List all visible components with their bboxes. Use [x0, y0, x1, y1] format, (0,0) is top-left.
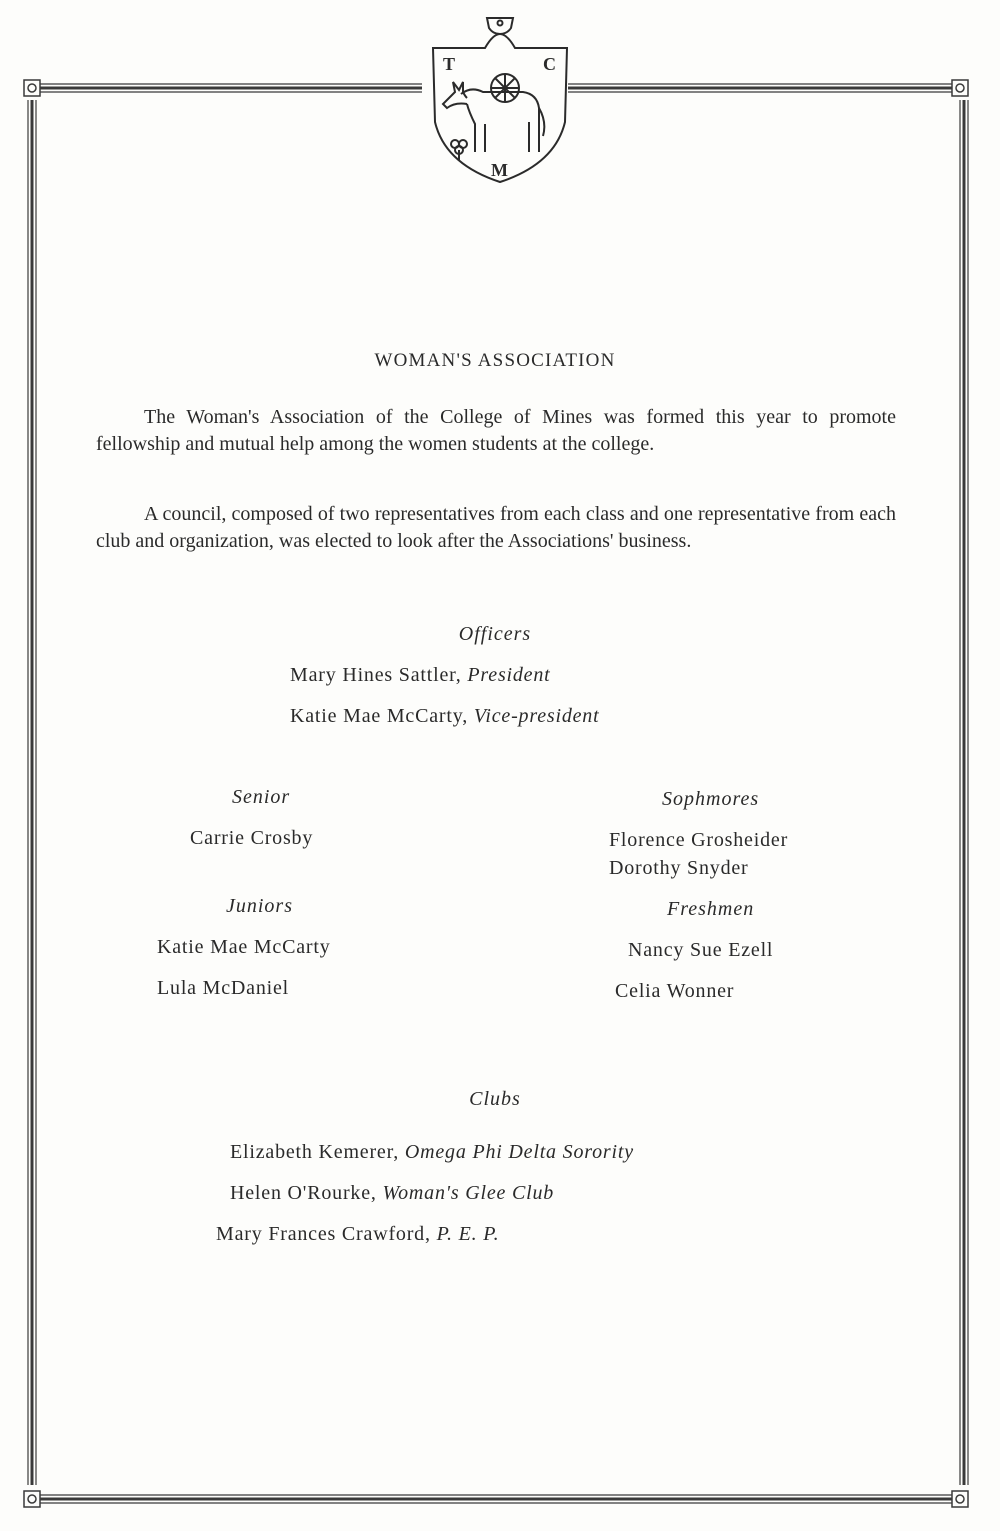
club-representative	[230, 1182, 554, 1205]
sophomores-heading: Sophmores	[662, 788, 760, 810]
officers-heading: Officers	[458, 623, 532, 645]
sophomore-member: Florence Grosheider	[609, 829, 789, 851]
intro-paragraph: The Woman's Association of the College of Mines was formed this year to promote fellowship and mutual help among the women students at the college.	[96, 406, 896, 455]
officer-president	[290, 664, 551, 687]
clubs-heading: Clubs	[469, 1088, 521, 1110]
senior-member: Carrie Crosby	[190, 827, 314, 849]
officer-name: Mary Hines Sattler,	[290, 664, 462, 686]
council-paragraph: A council, composed of two representatives from each class and one representative from each club and organization, was elected to look after the Associations' business.	[96, 503, 896, 552]
club-name: Omega Phi Delta Sorority	[404, 1141, 634, 1163]
club-member-name: Helen O'Rourke,	[230, 1182, 377, 1204]
juniors-heading: Juniors	[226, 895, 293, 917]
emblem-letter-c: C	[543, 54, 556, 74]
freshmen-heading: Freshmen	[667, 898, 755, 920]
freshman-member: Nancy Sue Ezell	[628, 939, 774, 961]
officer-vice-president	[290, 705, 599, 728]
officer-name: Katie Mae McCarty,	[290, 705, 469, 727]
sophomore-member: Dorothy Snyder	[609, 857, 749, 879]
club-representative	[216, 1223, 499, 1246]
officer-role: Vice-president	[473, 705, 600, 727]
shield-mule-icon	[425, 12, 575, 188]
senior-heading: Senior	[232, 786, 291, 808]
officer-role: President	[467, 664, 551, 686]
club-member-name: Elizabeth Kemerer,	[230, 1141, 400, 1163]
club-representative	[230, 1141, 634, 1164]
freshman-member: Celia Wonner	[615, 980, 735, 1002]
club-member-name: Mary Frances Crawford,	[216, 1223, 431, 1245]
emblem-letter-m: M	[491, 160, 508, 180]
junior-member: Lula McDaniel	[157, 977, 290, 999]
club-name: P. E. P.	[436, 1223, 500, 1245]
emblem-letter-t: T	[443, 54, 456, 74]
junior-member: Katie Mae McCarty	[157, 936, 331, 958]
page-title: WOMAN'S ASSOCIATION	[374, 350, 616, 371]
club-name: Woman's Glee Club	[382, 1182, 555, 1204]
